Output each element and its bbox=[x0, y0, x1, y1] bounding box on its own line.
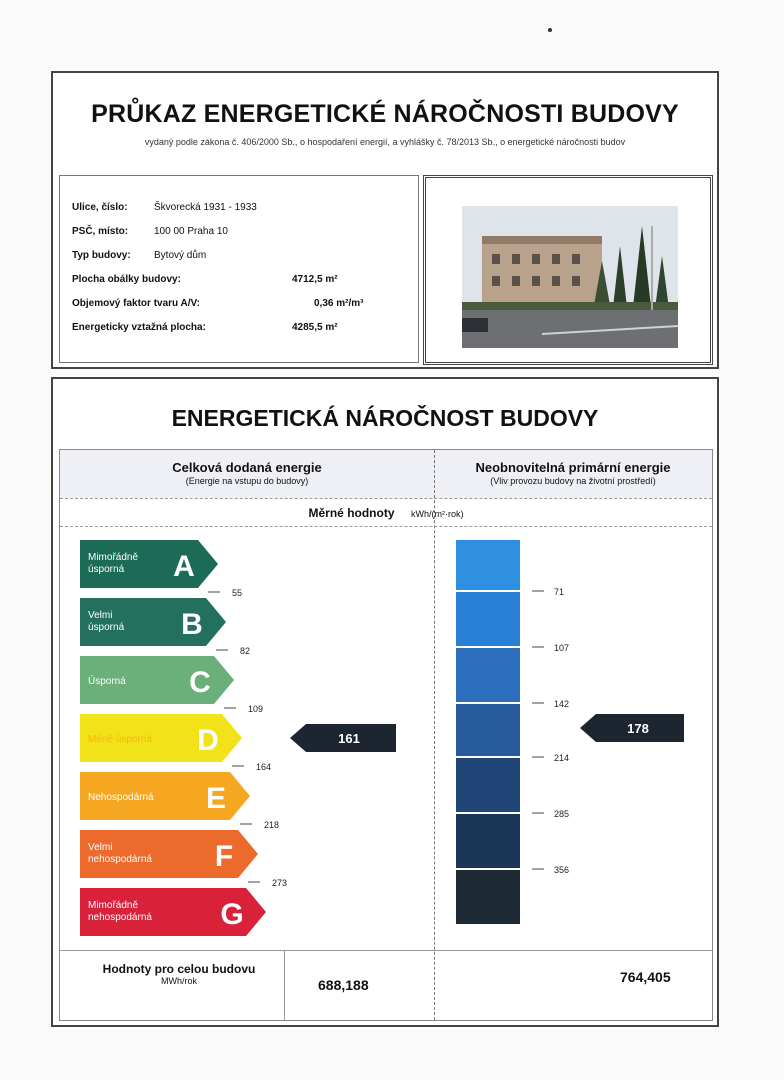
delivered-energy-subtitle: (Energie na vstupu do budovy) bbox=[185, 476, 309, 486]
certificate-header-box bbox=[51, 71, 719, 369]
class-label-f-line1: Velmi bbox=[88, 842, 113, 853]
class-label-e: Nehospodárná bbox=[88, 792, 154, 803]
primary-energy-subtitle: (Vliv provozu budovy na životní prostředí) bbox=[490, 476, 656, 486]
class-label-g-line1: Mimořádně bbox=[88, 900, 139, 911]
right-threshold-label: 142 bbox=[554, 699, 570, 709]
totals-title: Hodnoty pro celou budovu bbox=[102, 962, 256, 976]
total-delivered-value: 688,188 bbox=[318, 977, 369, 993]
primary-class-bar-e bbox=[456, 758, 520, 812]
delivered-value-label: 161 bbox=[338, 731, 360, 746]
measure-divider bbox=[60, 526, 712, 527]
specific-values-header bbox=[60, 504, 712, 522]
left-threshold-label: 273 bbox=[272, 878, 288, 888]
psc-label: PSČ, místo: bbox=[72, 226, 129, 237]
building-photo-frame bbox=[423, 175, 713, 365]
header-divider bbox=[60, 498, 712, 499]
shape-factor-value: 0,36 m²/m³ bbox=[314, 298, 364, 309]
class-letter-d: D bbox=[197, 724, 219, 757]
left-threshold-label: 109 bbox=[248, 704, 264, 714]
primary-energy-header bbox=[434, 450, 712, 498]
right-threshold-label: 214 bbox=[554, 753, 570, 763]
class-label-b-line2: úsporná bbox=[88, 622, 125, 633]
speck bbox=[548, 28, 552, 32]
primary-class-bar-d bbox=[456, 704, 520, 756]
totals-label bbox=[74, 962, 284, 986]
energy-rating-box bbox=[51, 377, 719, 1027]
total-primary-value: 764,405 bbox=[620, 969, 671, 985]
envelope-value: 4712,5 m² bbox=[292, 274, 338, 285]
class-label-d: Méně úsporná bbox=[88, 734, 152, 745]
primary-class-bar-f bbox=[456, 814, 520, 868]
envelope-label: Plocha obálky budovy: bbox=[72, 274, 181, 285]
reference-area-label: Energeticky vztažná plocha: bbox=[72, 322, 206, 333]
primary-class-bar-c bbox=[456, 648, 520, 702]
primary-energy-scale bbox=[434, 540, 712, 970]
left-threshold-label: 164 bbox=[256, 762, 272, 772]
class-label-b-line1: Velmi bbox=[88, 610, 113, 621]
class-letter-b: B bbox=[181, 608, 203, 641]
rating-title: ENERGETICKÁ NÁROČNOST BUDOVY bbox=[171, 405, 599, 431]
building-type-label: Typ budovy: bbox=[72, 250, 131, 261]
class-letter-g: G bbox=[220, 898, 244, 931]
street-label: Ulice, číslo: bbox=[72, 202, 128, 213]
building-type-value: Bytový dům bbox=[154, 250, 207, 261]
primary-class-bar-a bbox=[456, 540, 520, 590]
primary-value-label: 178 bbox=[627, 721, 649, 736]
class-letter-f: F bbox=[214, 840, 234, 873]
class-letter-c: C bbox=[189, 666, 211, 699]
left-threshold-label: 218 bbox=[264, 820, 280, 830]
totals-unit: MWh/rok bbox=[161, 976, 197, 986]
specific-values-unit: kWh/(m²·rok) bbox=[410, 509, 464, 519]
class-letter-e: E bbox=[205, 782, 227, 815]
class-letter-a: A bbox=[173, 550, 195, 583]
rating-table bbox=[59, 449, 713, 1021]
certificate-title: PRŮKAZ ENERGETICKÉ NÁROČNOSTI BUDOVY bbox=[91, 100, 679, 128]
specific-values-title: Měrné hodnoty bbox=[308, 506, 395, 520]
building-photo bbox=[462, 206, 678, 348]
delivered-energy-header bbox=[60, 450, 434, 498]
psc-value: 100 00 Praha 10 bbox=[154, 226, 228, 237]
class-label-a-line2: úsporná bbox=[88, 564, 125, 575]
class-label-c: Úsporná bbox=[88, 676, 126, 687]
class-label-a-line1: Mimořádně bbox=[88, 552, 139, 563]
right-threshold-label: 107 bbox=[554, 643, 570, 653]
class-label-g-line2: nehospodárná bbox=[88, 912, 152, 923]
right-threshold-label: 285 bbox=[554, 809, 570, 819]
left-threshold-label: 55 bbox=[232, 588, 243, 598]
delivered-energy-title: Celková dodaná energie bbox=[172, 460, 322, 475]
primary-class-bar-g bbox=[456, 870, 520, 924]
certificate-subtitle: vydaný podle zákona č. 406/2000 Sb., o hospodaření energií, a vyhlášky č. 78/2013 Sb., o energetické náročnosti budov bbox=[144, 137, 626, 147]
street-value: Škvorecká 1931 - 1933 bbox=[154, 202, 257, 213]
shape-factor-label: Objemový faktor tvaru A/V: bbox=[72, 298, 200, 309]
building-info-panel bbox=[59, 175, 419, 363]
left-threshold-label: 82 bbox=[240, 646, 251, 656]
right-threshold-label: 356 bbox=[554, 865, 570, 875]
delivered-energy-scale bbox=[60, 540, 434, 970]
reference-area-value: 4285,5 m² bbox=[292, 322, 338, 333]
primary-class-bar-b bbox=[456, 592, 520, 646]
class-label-f-line2: nehospodárná bbox=[88, 854, 152, 865]
right-threshold-label: 71 bbox=[554, 587, 565, 597]
primary-energy-title: Neobnovitelná primární energie bbox=[475, 460, 671, 475]
